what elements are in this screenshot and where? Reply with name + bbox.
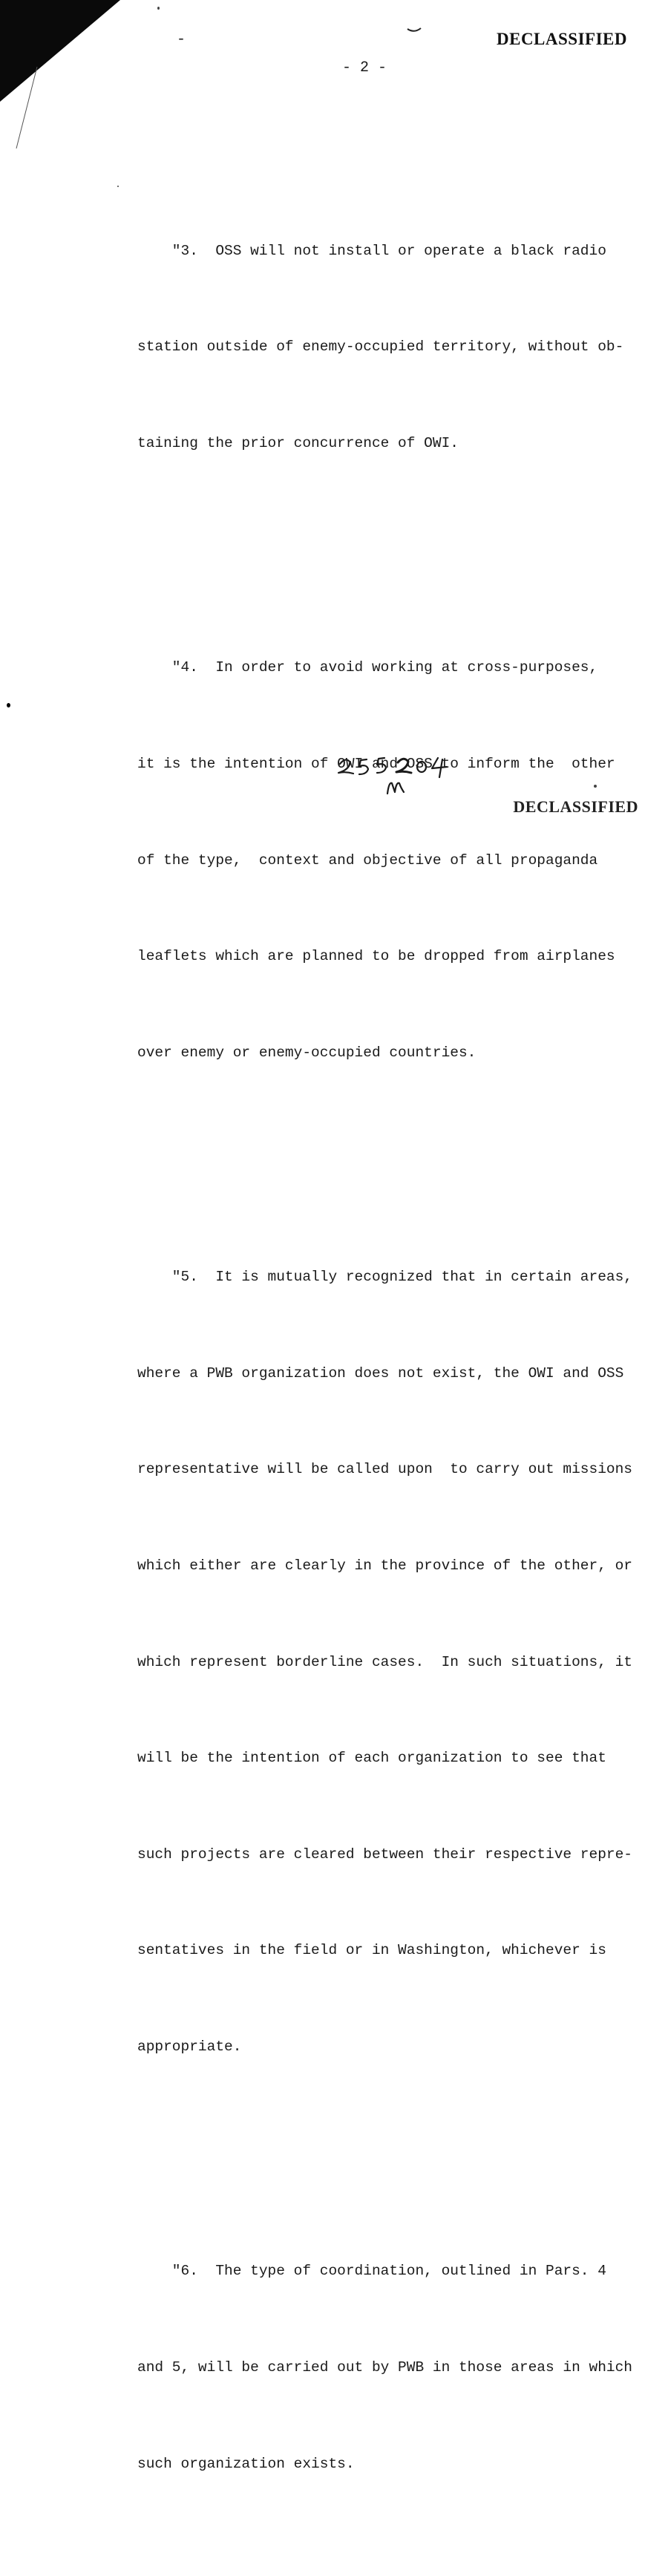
text-line: "6. The type of coordination, outlined in Pars. 4 [137, 2263, 606, 2280]
scan-speck [157, 7, 160, 10]
text-line: and 5, will be carried out by PWB in those areas in which [137, 2358, 633, 2376]
paragraph-5 [137, 1197, 633, 2128]
paragraph-6 [137, 2191, 633, 2544]
margin-dot [7, 703, 10, 707]
text-line: will be the intention of each organization to see that [137, 1750, 606, 1767]
text-line: such organization exists. [137, 2455, 355, 2472]
document-body [137, 107, 633, 2576]
handwritten-note [335, 753, 462, 798]
text-line: station outside of enemy-occupied territory, without ob- [137, 339, 624, 356]
declassified-stamp-bottom: DECLASSIFIED [513, 797, 638, 816]
text-line: sentatives in the field or in Washington, whichever is [137, 1942, 606, 1959]
text-line: taining the prior concurrence of OWI. [137, 435, 459, 451]
text-line: where a PWB organization does not exist, the OWI and OSS [137, 1364, 624, 1382]
text-line: appropriate. [137, 2038, 242, 2055]
text-line: over enemy or enemy-occupied countries. [137, 1044, 477, 1061]
corner-scan-shadow [0, 0, 122, 104]
paragraph-4 [137, 588, 627, 1133]
text-line: of the type, context and objective of all propaganda [137, 851, 598, 869]
text-line: "3. OSS will not install or operate a black radio [137, 242, 606, 259]
text-line: which either are clearly in the province of the other, or [137, 1557, 633, 1574]
text-line: which represent borderline cases. In such situations, it [137, 1653, 633, 1670]
text-line: "4. In order to avoid working at cross-purposes, [137, 659, 598, 676]
header-tick-mark [407, 27, 422, 36]
scan-speck [594, 785, 597, 788]
declassified-stamp-top: DECLASSIFIED [497, 30, 627, 48]
text-line: representative will be called upon to carry out missions [137, 1461, 633, 1478]
header-dash: - [177, 31, 186, 48]
text-line: such projects are cleared between their respective repre- [137, 1846, 633, 1863]
text-line: "5. It is mutually recognized that in certain areas, [137, 1269, 633, 1286]
text-line: it is the intention of OWI and OSS to inform the other [137, 756, 615, 772]
scan-speck [117, 186, 119, 187]
text-line: leaflets which are planned to be dropped from airplanes [137, 948, 615, 965]
paragraph-3 [137, 171, 627, 523]
page-number: - 2 - [342, 59, 387, 76]
